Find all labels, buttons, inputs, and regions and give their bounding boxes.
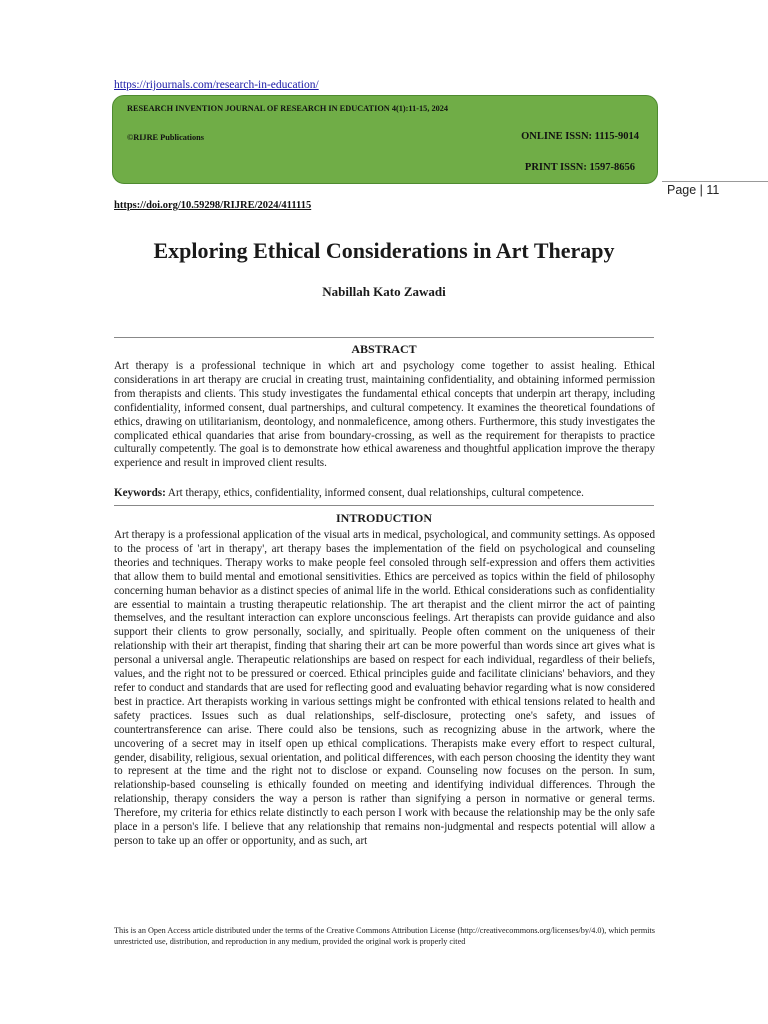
journal-citation-line: RESEARCH INVENTION JOURNAL OF RESEARCH IN EDUCATION 4(1):11-15, 2024 — [127, 104, 449, 113]
abstract-heading: ABSTRACT — [351, 342, 417, 356]
publisher-label: ©RIJRE Publications — [127, 133, 204, 142]
keywords-label: Keywords: — [114, 487, 166, 499]
keywords-text: Art therapy, ethics, confidentiality, informed consent, dual relationships, cultural competence. — [165, 487, 584, 499]
print-issn: PRINT ISSN: 1597-8656 — [524, 162, 635, 173]
page-number-rule — [662, 181, 768, 182]
abstract-bottom-rule — [114, 505, 654, 506]
article-title: Exploring Ethical Considerations in Art Therapy — [153, 238, 615, 263]
abstract-text: Art therapy is a professional technique in which art and psychology come together to assist healing. Ethical considerations in art therapy are crucial in creating trust, maintaining confidentiality, and obtaining informed permission from therapists and clients. This study investigates the fundamental ethical concepts that underpin art therapy, including confidentiality, informed consent, dual partnerships, and cultural competency. It examines the theoretical foundations of ethics, drawing on utilitarianism, deontology, and nonmaleficence, among others. Furthermore, this study investigates the complicated ethical quandaries that arise from boundary-crossing, as well as the requirement for therapists to practice culturally competently. The goal is to demonstrate how ethical awareness and thoughtful application improve the therapy experience and result in improved client results. — [114, 360, 655, 470]
introduction-text: Art therapy is a professional application of the visual arts in medical, psychological, and community settings. As opposed to the process of 'art in therapy', art therapy bases the implementation of the field on psychological and counseling theories and techniques. Therapy works to make people feel consoled through self-expression and offers them activities that allow them to build mental and emotional sensitivities. Ethics are perceived as topics within the field of philosophy concerning human behavior as a distinct species of animal life in the world. Ethical considerations such as confidentiality are essential to maintain a trusting therapeutic relationship. The art therapist and the client mirror the act of painting themselves, and the resultant interaction can explore unconscious feelings. Art therapists can provide guidance and also support their clients to grow personally, socially, and spiritually. People often comment on the uniqueness of their relationship with their art therapist, finding that sharing their art can be more powerful than words since art gives what is personal a universal angle. Therapeutic relationships are based on respect for each individual, regardless of their beliefs, values, and the right not to be pressured or coerced. Ethical principles guide and facilitate clinicians' behaviors, and they refer to conduct and standards that are used for reflecting good and evaluating behavior regarding what is now considered best in practice. Art therapists working in various settings might be confronted with ethical tensions related to health and safety practices. Issues such as dual relationships, self-disclosure, protecting one's safety, and issues of countertransference can arise. There could also be tensions, such as recognizing abuse in the artwork, where the uncovering of a secret may in itself open up ethical complications. Therapists make every effort to respect cultural, gender, disability, religious, sexual orientation, and political differences, with each person choosing the identity they want to represent at the time and the right not to disclose or expand. Counseling now focuses on the person. In sum, relationship-based counseling is ethically founded on meeting and identifying individual differences. Through the relationship, therapy considers the way a person is rather than signifying a person in normative or general terms. Therefore, my criteria for ethics relate distinctly to each person I work with because the relationship may be the only safe place in a person's life. I believe that any relationship that remains non-judgmental and respects potential will allow a person to take up an offer or opportunity, and as such, art — [114, 529, 655, 847]
page-number: Page | 11 — [667, 183, 720, 197]
introduction-heading: INTRODUCTION — [335, 511, 432, 525]
journal-banner — [112, 95, 658, 184]
abstract-top-rule — [114, 337, 654, 338]
article-author: Nabillah Kato Zawadi — [322, 284, 446, 299]
online-issn: ONLINE ISSN: 1115-9014 — [521, 131, 639, 142]
license-footer: This is an Open Access article distributed under the terms of the Creative Commons Attribution License (http://creativecommons.org/licenses/by/4.0), which permits unrestricted use, distribution, and reproduction in any medium, provided the original work is properly cited — [114, 926, 655, 946]
doi-link[interactable]: https://doi.org/10.59298/RIJRE/2024/411115 — [114, 200, 312, 211]
keywords-line — [114, 487, 655, 501]
journal-url-link[interactable]: https://rijournals.com/research-in-education/ — [114, 79, 319, 91]
